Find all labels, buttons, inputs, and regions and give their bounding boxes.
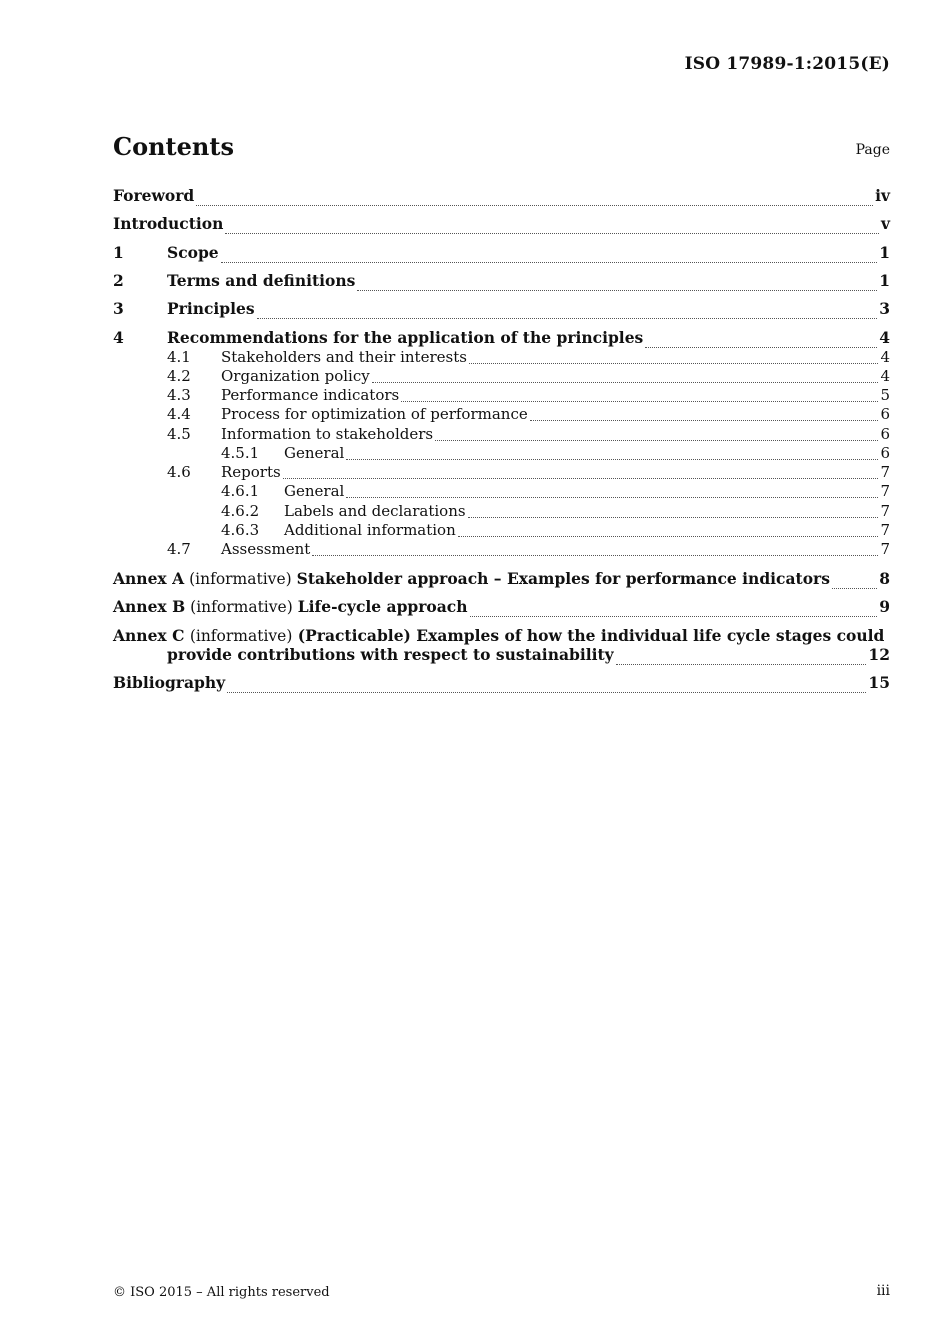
toc-entry-page: 7: [880, 502, 890, 520]
leader-dots: [312, 554, 878, 556]
annex-type: (informative): [189, 570, 292, 588]
toc-entry-text: Life-cycle approach: [297, 597, 468, 616]
toc-entry-principles[interactable]: [113, 299, 890, 323]
leader-dots: [458, 535, 879, 537]
leader-dots: [832, 587, 877, 589]
toc-entry-text: Foreword: [113, 186, 195, 205]
toc-entry-number: 4.6: [167, 463, 191, 481]
toc-entry-page: 9: [879, 597, 890, 616]
annex-label: Annex A: [113, 569, 185, 588]
toc-entry-number: 4.7: [167, 540, 191, 558]
toc-entry-number: 1: [113, 243, 124, 262]
toc-entry-number: 4.5.1: [221, 444, 260, 462]
toc-entry-4-1[interactable]: [113, 348, 890, 368]
toc-entry-page: 5: [880, 386, 890, 404]
annex-label: Annex C: [113, 626, 185, 645]
toc-entry-text: Introduction: [113, 214, 224, 233]
toc-entry-number: 4.4: [167, 405, 191, 423]
toc-entry-page: 12: [868, 645, 890, 664]
toc-entry-bibliography[interactable]: [113, 673, 890, 697]
leader-dots: [435, 439, 878, 441]
leader-dots: [257, 317, 878, 319]
leader-dots: [227, 691, 866, 693]
toc-entry-text: Bibliography: [113, 673, 226, 692]
toc-entry-text: Stakeholder approach – Examples for performance indicators: [296, 569, 830, 588]
leader-dots: [372, 381, 879, 383]
document-id: ISO 17989-1:2015(E): [684, 54, 890, 74]
leader-dots: [283, 477, 879, 479]
toc-entry-page: iv: [875, 186, 890, 205]
footer-page-number: iii: [876, 1283, 890, 1299]
toc-entry-number: 4.6.3: [221, 521, 260, 539]
leader-dots: [530, 419, 879, 421]
leader-dots: [221, 261, 878, 263]
toc-entry-4-4[interactable]: [113, 405, 890, 425]
toc-entry-foreword[interactable]: [113, 186, 890, 210]
annex-label: Annex B: [113, 597, 186, 616]
toc-entry-page: 6: [880, 405, 890, 423]
toc-entry-text: Process for optimization of performance: [221, 405, 528, 423]
toc-entry-page: 4: [880, 348, 890, 366]
toc-entry-number: 4.3: [167, 386, 191, 404]
footer-copyright: © ISO 2015 – All rights reserved: [113, 1285, 330, 1300]
leader-dots: [616, 663, 867, 665]
toc-entry-page: 15: [868, 673, 890, 692]
leader-dots: [196, 204, 873, 206]
toc-entry-text: Reports: [221, 463, 281, 481]
annex-type: (informative): [189, 627, 293, 645]
toc-entry-4-6-2[interactable]: [113, 502, 890, 522]
leader-dots: [469, 362, 879, 364]
toc-entry-text: Stakeholders and their interests: [221, 348, 467, 366]
leader-dots: [468, 516, 879, 518]
toc-entry-page: 7: [880, 521, 890, 539]
toc-entry-page: 7: [880, 482, 890, 500]
toc-entry-page: 8: [879, 569, 890, 588]
toc-entry-4-7[interactable]: [113, 540, 890, 560]
toc-entry-text: Labels and declarations: [284, 502, 466, 520]
toc-entry-4-6[interactable]: [113, 463, 890, 483]
toc-entry-4-3[interactable]: [113, 386, 890, 406]
toc-entry-page: 3: [879, 299, 890, 318]
toc-entry-number: 4: [113, 328, 124, 347]
toc-entry-terms[interactable]: [113, 271, 890, 295]
page-title: Contents: [113, 132, 234, 161]
toc-entry-page: 4: [879, 328, 890, 347]
toc-entry-text: General: [284, 482, 345, 500]
toc-entry-text: Information to stakeholders: [221, 425, 434, 443]
toc-entry-text: Organization policy: [221, 367, 370, 385]
toc-entry-text: Assessment: [221, 540, 311, 558]
toc-entry-number: 2: [113, 271, 124, 290]
toc-entry-introduction[interactable]: [113, 214, 890, 238]
toc-entry-text: Scope: [167, 243, 219, 262]
toc-entry-number: 4.6.1: [221, 482, 260, 500]
leader-dots: [401, 400, 878, 402]
toc-entry-annex-a[interactable]: [113, 569, 890, 593]
page-column-label: Page: [855, 142, 890, 158]
toc-entry-4-5[interactable]: [113, 425, 890, 445]
toc-entry-number: 4.1: [167, 348, 191, 366]
annex-type: (informative): [190, 598, 293, 616]
toc-entry-page: 7: [880, 463, 890, 481]
toc-entry-text: Performance indicators: [221, 386, 400, 404]
toc-entry-annex-c-continued[interactable]: [113, 645, 890, 669]
toc-entry-4-5-1[interactable]: [113, 444, 890, 464]
leader-dots: [346, 458, 878, 460]
toc-entry-text: provide contributions with respect to sustainability: [167, 645, 614, 664]
toc-entry-text: (Practicable) Examples of how the individual life cycle stages could: [297, 626, 885, 645]
toc-entry-page: 1: [879, 271, 890, 290]
toc-entry-4-6-1[interactable]: [113, 482, 890, 502]
toc-entry-4-6-3[interactable]: [113, 521, 890, 541]
toc-entry-text: Additional information: [284, 521, 456, 539]
toc-entry-scope[interactable]: [113, 243, 890, 267]
toc-entry-page: 7: [880, 540, 890, 558]
toc-entry-text: Principles: [167, 299, 255, 318]
toc-entry-4-2[interactable]: [113, 367, 890, 387]
toc-entry-number: 4.5: [167, 425, 191, 443]
toc-entry-page: 6: [880, 425, 890, 443]
toc-entry-text: Terms and definitions: [167, 271, 356, 290]
toc-entry-page: v: [880, 214, 890, 233]
leader-dots: [346, 496, 878, 498]
toc-entry-annex-b[interactable]: [113, 597, 890, 621]
leader-dots: [470, 615, 878, 617]
toc-entry-annex-c[interactable]: [113, 626, 884, 645]
toc-entry-text: General: [284, 444, 345, 462]
leader-dots: [357, 289, 877, 291]
leader-dots: [225, 232, 879, 234]
toc-entry-text: Recommendations for the application of the principles: [167, 328, 644, 347]
toc-entry-number: 3: [113, 299, 124, 318]
toc-entry-page: 6: [880, 444, 890, 462]
toc-entry-number: 4.2: [167, 367, 191, 385]
toc-entry-page: 4: [880, 367, 890, 385]
toc-entry-number: 4.6.2: [221, 502, 260, 520]
toc-entry-page: 1: [879, 243, 890, 262]
